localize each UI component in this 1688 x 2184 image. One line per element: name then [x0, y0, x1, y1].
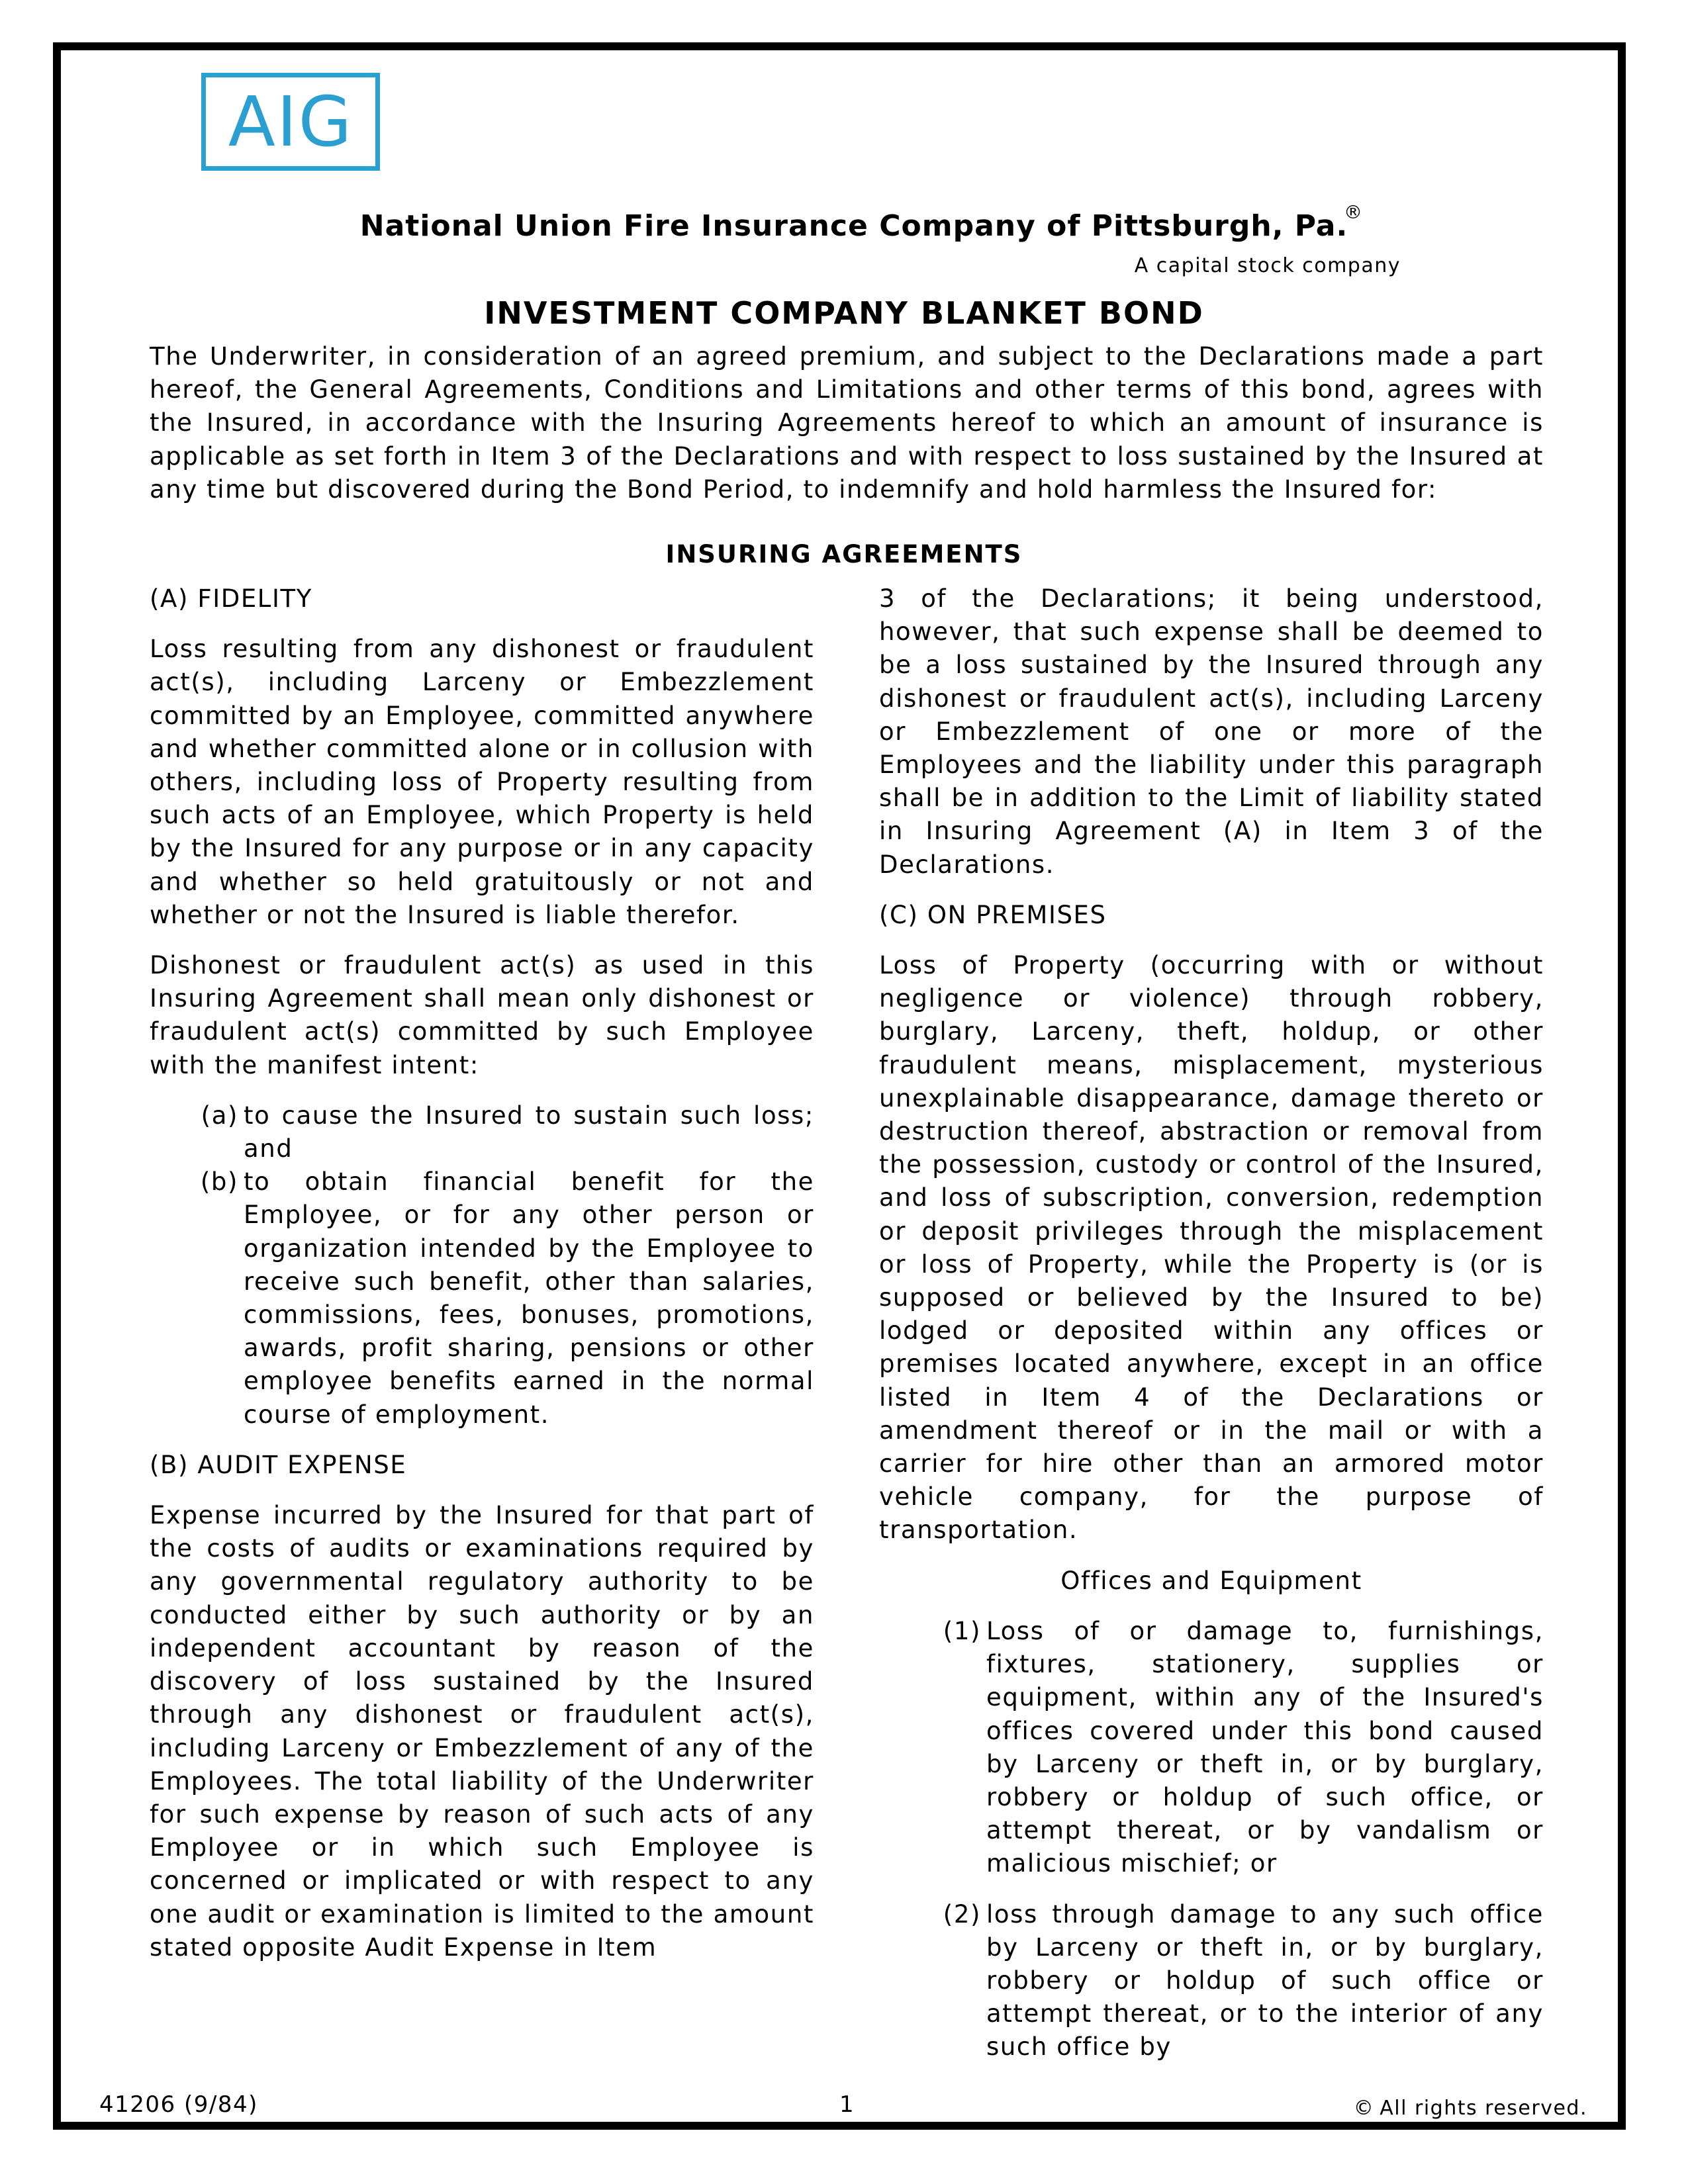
- fidelity-paragraph-1: Loss resulting from any dishonest or fraudulent act(s), including Larceny or Embezzlement committed by an Employee, committed anywhere and whether committed alone or in collusion with others, including loss of Property resulting from such acts of an Employee, which Property is held by the Insured for any purpose or in any capacity and whether so held gratuitously or not and whether or not the Insured is liable therefor.: [150, 635, 814, 929]
- logo-text: AIG: [228, 81, 353, 162]
- registered-mark: ®: [1344, 201, 1362, 223]
- form-code: 41206 (9/84): [99, 2091, 258, 2118]
- list-marker: (2): [943, 1899, 981, 1929]
- list-marker: (1): [943, 1616, 981, 1645]
- fidelity-heading: (A) FIDELITY: [150, 584, 312, 613]
- offices-equipment-heading: Offices and Equipment: [1060, 1566, 1362, 1595]
- right-column: [879, 582, 1544, 2081]
- page-number: 1: [839, 2091, 854, 2118]
- list-item: [193, 1165, 814, 1432]
- section-heading: INSURING AGREEMENTS: [665, 540, 1023, 569]
- audit-expense-paragraph: Expense incurred by the Insured for that part of the costs of audits or examinations required by any governmental regulatory authority to be conducted either by such authority or by an independent accountant by reason of the discovery of loss sustained by the Insured through any dishonest or fraudulent act(s), including Larceny or Embezzlement of any of the Employees. The total liability of the Underwriter for such expense by reason of such acts of any Employee or in which such Employee is concerned or implicated or with respect to any one audit or examination is limited to the amount stated opposite Audit Expense in Item: [150, 1501, 814, 1962]
- list-text: to cause the Insured to sustain such loss; and: [244, 1101, 814, 1163]
- list-text: to obtain financial benefit for the Employee, or for any other person or organization intended by the Employee to receive such benefit, other than salaries, commissions, fees, bonuses, promotions, awards, profit sharing, pensions or other employee benefits earned in the normal course of employment.: [244, 1167, 814, 1429]
- list-item: [929, 1615, 1544, 1881]
- audit-expense-heading: (B) AUDIT EXPENSE: [150, 1450, 407, 1479]
- document-title: INVESTMENT COMPANY BLANKET BOND: [484, 295, 1204, 331]
- list-marker: (a): [201, 1101, 238, 1130]
- offices-equipment-list: [879, 1615, 1544, 2064]
- aig-logo: [201, 73, 380, 171]
- list-marker: (b): [200, 1167, 238, 1197]
- rights-text: All rights reserved.: [1380, 2097, 1587, 2120]
- copyright-icon: ©: [1353, 2097, 1375, 2120]
- on-premises-paragraph: Loss of Property (occurring with or without negligence or violence) through robbery, burglary, Larceny, theft, holdup, or other fraudulent means, misplacement, mysterious unexplainable disappearance, damage thereto or destruction thereof, abstraction or removal from the possession, custody or control of the Insured, and loss of subscription, conversion, redemption or deposit privileges through the misplacement or loss of Property, while the Property is (or is supposed or believed by the Insured to be) lodged or deposited within any offices or premises located anywhere, except in an office listed in Item 4 of the Declarations or amendment thereof or in the mail or with a carrier for hire other than an armored motor vehicle company, for the purpose of transportation.: [879, 951, 1544, 1545]
- list-item: [193, 1099, 814, 1165]
- left-column: [150, 582, 814, 1981]
- fidelity-paragraph-2: Dishonest or fraudulent act(s) as used in this Insuring Agreement shall mean only dishonest or fraudulent act(s) committed by such Employee with the manifest intent:: [150, 951, 814, 1079]
- on-premises-heading: (C) ON PREMISES: [879, 900, 1107, 929]
- list-text: loss through damage to any such office by Larceny or theft in, or by burglary, robbery or holdup of such office or attempt thereat, or to the interior of any such office by: [986, 1899, 1544, 2062]
- fidelity-intent-list: [150, 1099, 814, 1432]
- list-item: [929, 1898, 1544, 2064]
- company-subtitle: A capital stock company: [1134, 254, 1401, 277]
- rights-notice: [1354, 2097, 1587, 2120]
- list-text: Loss of or damage to, furnishings, fixtures, stationery, supplies or equipment, within any of the Insured's offices covered under this bond caused by Larceny or theft in, or by burglary, robbery or holdup of such office, or attempt thereat, or by vandalism or malicious mischief; or: [986, 1616, 1544, 1878]
- intro-paragraph: The Underwriter, in consideration of an agreed premium, and subject to the Declarations made a part hereof, the General Agreements, Conditions and Limitations and other terms of this bond, agrees with the Insured, in accordance with the Insuring Agreements hereof to which an amount of insurance is applicable as set forth in Item 3 of the Declarations and with respect to loss sustained by the Insured at any time but discovered during the Bond Period, to indemnify and hold harmless the Insured for:: [150, 342, 1544, 504]
- company-name: National Union Fire Insurance Company of Pittsburgh, Pa.: [359, 209, 1348, 243]
- audit-expense-continuation: 3 of the Declarations; it being understood, however, that such expense shall be deemed to be a loss sustained by the Insured through any dishonest or fraudulent act(s), including Larceny or Embezzlement of one or more of the Employees and the liability under this paragraph shall be in addition to the Limit of liability stated in Insuring Agreement (A) in Item 3 of the Declarations.: [879, 584, 1544, 879]
